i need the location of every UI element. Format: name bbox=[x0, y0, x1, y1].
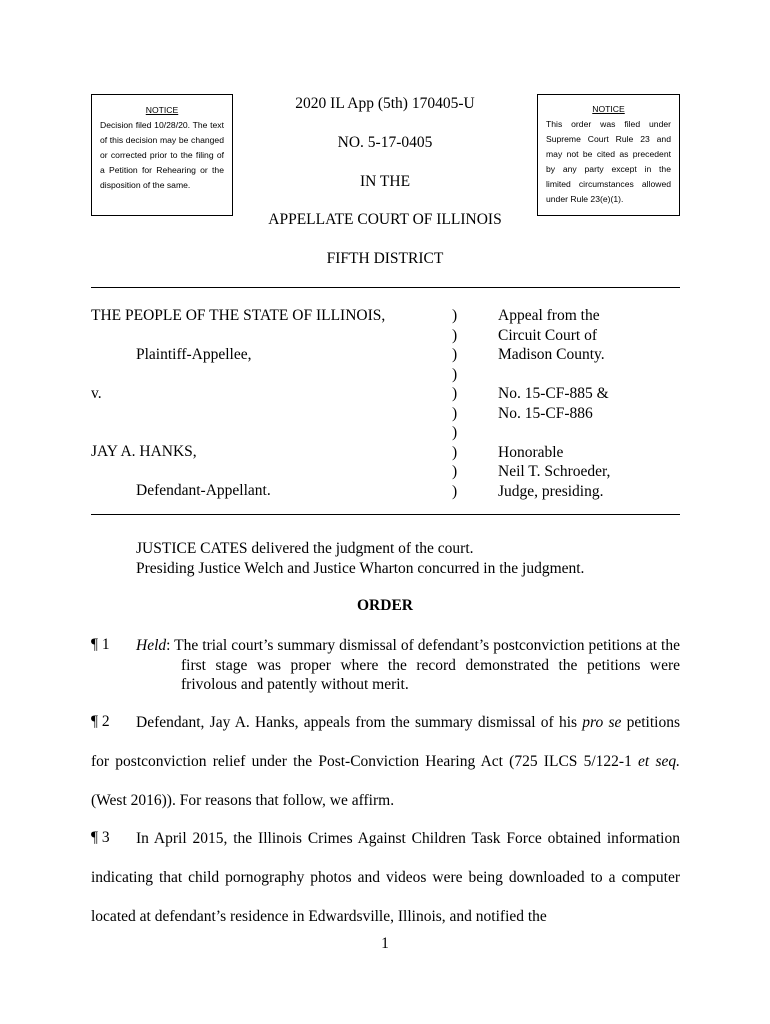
page-number: 1 bbox=[381, 935, 389, 952]
judge-presiding: Judge, presiding. bbox=[498, 482, 604, 500]
paragraph-3: In April 2015, the Illinois Crimes Against Children Task Force obtained information indicating that child pornography photos and videos were being downloaded to a computer located at defendant’s residence in Edwardsville, Illinois, and notified the bbox=[91, 830, 680, 925]
left-notice-title: NOTICE bbox=[145, 105, 179, 115]
county: Madison County. bbox=[498, 346, 605, 363]
caption-paren: ) bbox=[452, 385, 458, 402]
paragraph-3-mark: ¶ 3 bbox=[91, 829, 110, 846]
defendant-role: Defendant-Appellant. bbox=[136, 482, 271, 499]
plaintiff-role: Plaintiff-Appellee, bbox=[136, 346, 252, 363]
right-notice-body: This order was filed under Supreme Court Rule 23 and may not be cited as precedent by any party except in the limited circumstances allowed under Rule 23(e)(1). bbox=[546, 119, 671, 204]
plaintiff-name: THE PEOPLE OF THE STATE OF ILLINOIS, bbox=[91, 307, 386, 324]
pro-se: pro se bbox=[582, 714, 622, 731]
caption-paren: ) bbox=[452, 365, 458, 383]
appeal-from: Appeal from the bbox=[498, 307, 600, 324]
versus: v. bbox=[91, 385, 102, 402]
held-label: Held bbox=[136, 637, 167, 654]
case-number-2: No. 15-CF-886 bbox=[498, 404, 593, 422]
caption-paren: ) bbox=[452, 443, 458, 461]
defendant-name: JAY A. HANKS, bbox=[91, 443, 197, 460]
top-divider bbox=[91, 287, 680, 288]
right-notice-title: NOTICE bbox=[592, 104, 625, 114]
paragraph-2: Defendant, Jay A. Hanks, appeals from the summary dismissal of his pro se petitions for postconviction relief under the Post-Conviction Hearing Act (725 ILCS 5/122-1 et seq. (West 2016)). For reasons that follow, we affirm. bbox=[91, 714, 680, 809]
case-number-1: No. 15-CF-885 & bbox=[498, 385, 609, 402]
circuit-court: Circuit Court of bbox=[498, 326, 598, 344]
in-the: IN THE bbox=[359, 173, 411, 190]
bottom-divider bbox=[91, 514, 680, 515]
judge-name: Neil T. Schroeder, bbox=[498, 463, 611, 480]
caption-paren: ) bbox=[452, 424, 458, 441]
justices-concurred: Presiding Justice Welch and Justice Wharton concurred in the judgment. bbox=[136, 559, 585, 577]
caption-paren: ) bbox=[452, 482, 458, 500]
justice-delivered: JUSTICE CATES delivered the judgment of the court. bbox=[136, 540, 474, 557]
paragraph-1-mark: ¶ 1 bbox=[91, 636, 110, 653]
held-text: : The trial court’s summary dismissal of defendant’s postconviction petitions at the first stage was proper where the record demonstrated the petitions were frivolous and patently without merit. bbox=[166, 637, 680, 693]
paragraph-1 bbox=[136, 636, 680, 695]
judge-honorable: Honorable bbox=[498, 443, 564, 461]
docket-number: NO. 5-17-0405 bbox=[337, 134, 433, 151]
court-name: APPELLATE COURT OF ILLINOIS bbox=[268, 211, 502, 228]
order-title: ORDER bbox=[357, 597, 413, 614]
left-notice-body: Decision filed 10/28/20. The text of this decision may be changed or corrected prior to the filing of a Petition for Rehearing or the disposition of the same. bbox=[100, 120, 224, 190]
caption-paren: ) bbox=[452, 463, 458, 480]
citation: 2020 IL App (5th) 170405-U bbox=[295, 95, 475, 112]
caption-paren: ) bbox=[452, 326, 458, 344]
district: FIFTH DISTRICT bbox=[326, 250, 444, 267]
paragraph-2-mark: ¶ 2 bbox=[91, 713, 110, 730]
caption-paren: ) bbox=[452, 404, 458, 422]
caption-paren: ) bbox=[452, 307, 458, 324]
caption-paren: ) bbox=[452, 346, 458, 363]
et-seq: et seq. bbox=[638, 753, 680, 770]
